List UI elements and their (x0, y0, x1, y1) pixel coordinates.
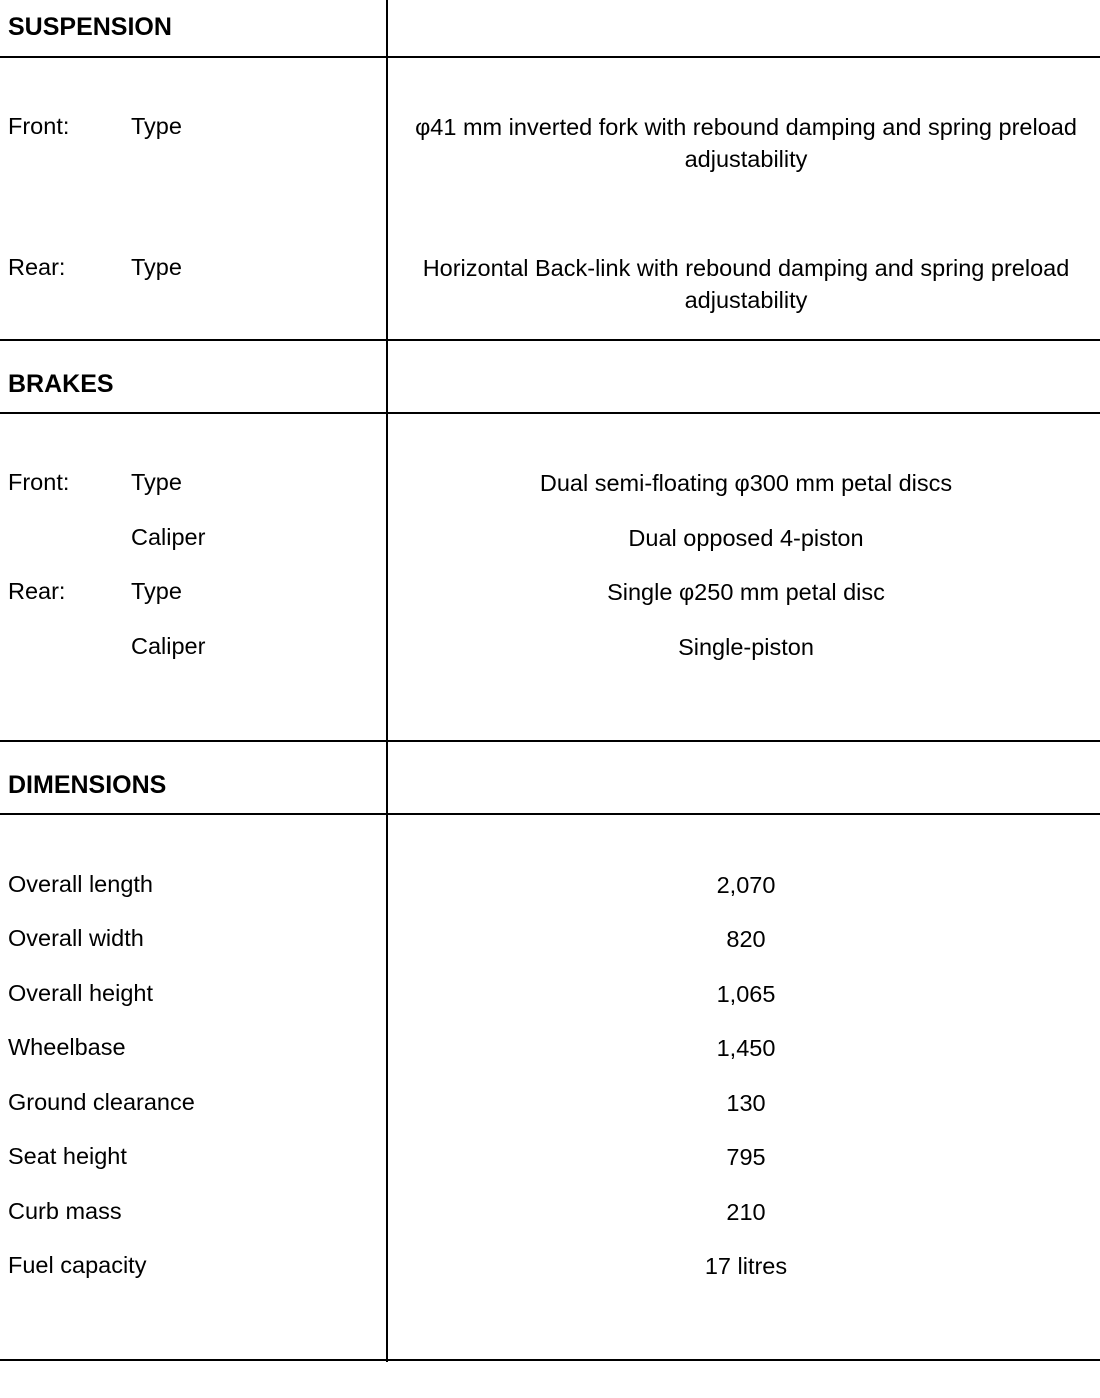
dimensions-label-seat-height: Seat height (8, 1143, 127, 1169)
brakes-front-caliper-label: Caliper (131, 524, 206, 550)
dimensions-value-seat-height: 795 (726, 1144, 766, 1170)
dimensions-label-wheelbase: Wheelbase (8, 1034, 126, 1060)
brakes-rear-position: Rear: (8, 578, 66, 604)
dimensions-label-overall-length: Overall length (8, 871, 153, 897)
brakes-front-type-value: Dual semi-floating φ300 mm petal discs (539, 470, 953, 496)
dimensions-value-curb-mass: 210 (726, 1199, 766, 1225)
suspension-front-type-value: φ41 mm inverted fork with rebound damping and spring preload adjustability (415, 114, 1077, 172)
brakes-rear-type-value: Single φ250 mm petal disc (607, 579, 885, 605)
suspension-rear-type-label: Type (131, 254, 182, 280)
dimensions-value-overall-length: 2,070 (716, 872, 776, 898)
column-divider (386, 0, 388, 1362)
section-divider (0, 740, 1100, 742)
dimensions-value-fuel-capacity: 17 litres (704, 1253, 788, 1279)
dimensions-label-overall-width: Overall width (8, 925, 144, 951)
suspension-rear-type-value: Horizontal Back-link with rebound damping and spring preload adjustability (422, 255, 1070, 313)
dimensions-label-overall-height: Overall height (8, 980, 153, 1006)
dimensions-value-ground-clearance: 130 (726, 1090, 766, 1116)
brakes-heading: BRAKES (8, 370, 114, 398)
dimensions-value-overall-height: 1,065 (716, 981, 776, 1007)
section-divider (0, 412, 1100, 414)
dimensions-value-wheelbase: 1,450 (716, 1035, 776, 1061)
dimensions-label-curb-mass: Curb mass (8, 1198, 122, 1224)
dimensions-label-ground-clearance: Ground clearance (8, 1089, 195, 1115)
brakes-front-type-label: Type (131, 469, 182, 495)
brakes-front-position: Front: (8, 469, 70, 495)
section-divider (0, 56, 1100, 58)
suspension-rear-position: Rear: (8, 254, 66, 280)
brakes-rear-type-label: Type (131, 578, 182, 604)
dimensions-label-fuel-capacity: Fuel capacity (8, 1252, 147, 1278)
brakes-front-caliper-value: Dual opposed 4-piston (628, 525, 864, 551)
dimensions-heading: DIMENSIONS (8, 771, 167, 799)
section-divider (0, 339, 1100, 341)
section-divider (0, 1359, 1100, 1361)
brakes-rear-caliper-label: Caliper (131, 633, 206, 659)
brakes-rear-caliper-value: Single-piston (678, 634, 814, 660)
suspension-front-type-label: Type (131, 113, 182, 139)
section-divider (0, 813, 1100, 815)
suspension-front-position: Front: (8, 113, 70, 139)
suspension-heading: SUSPENSION (8, 13, 172, 41)
dimensions-value-overall-width: 820 (726, 926, 766, 952)
